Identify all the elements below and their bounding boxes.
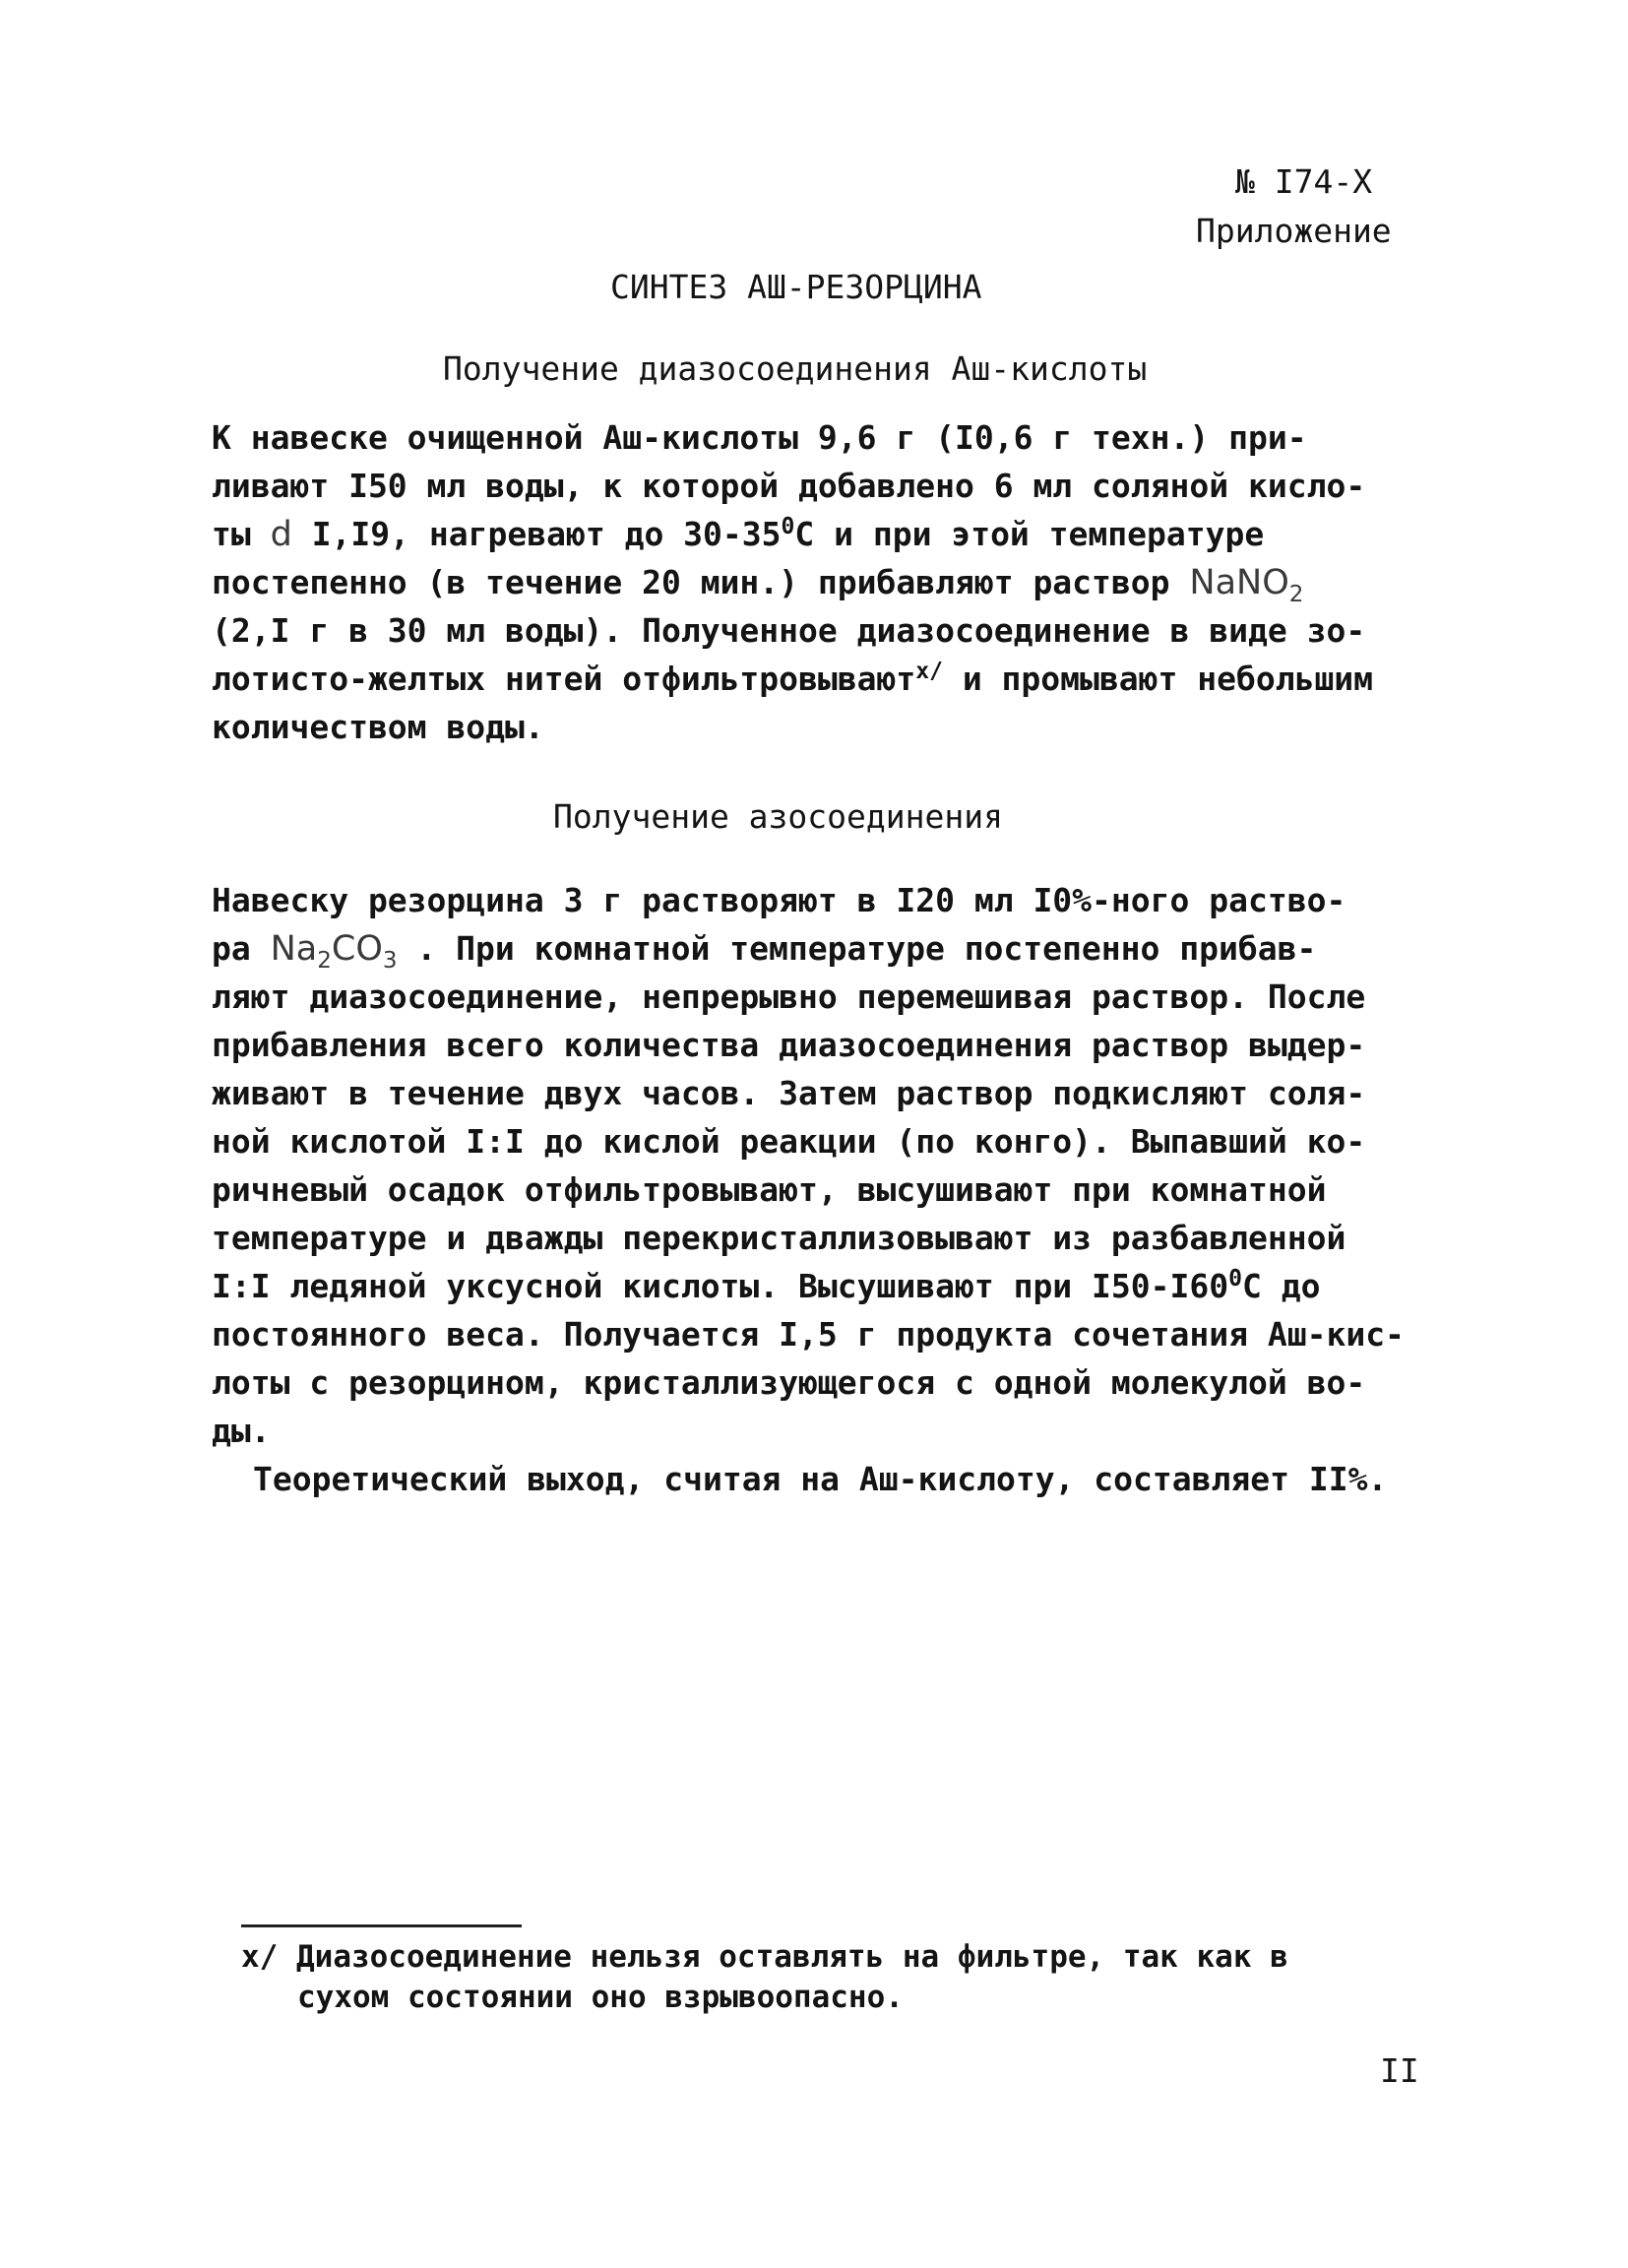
text-line: ляют диазосоединение, непрерывно перемешивая раствор. После [212, 977, 1366, 1016]
text-line: ды. [212, 1412, 271, 1450]
text-line: К навеске очищенной Аш-кислоты 9,6 г (I0,6 г техн.) при- [212, 418, 1307, 457]
text-line: ра $Na_2CO_3$ . При комнатной температуре постепенно прибав- [212, 929, 1317, 974]
footnote [241, 1937, 1288, 2018]
handwritten-formula: NaNO$_2$ [1189, 563, 1304, 607]
text-line: температуре и дважды перекристаллизовывают из разбавленной [212, 1219, 1346, 1257]
text-line: Теоретический выход, считая на Аш-кислоту, составляет II%. [253, 1460, 1388, 1498]
section2-paragraph [212, 876, 1432, 1455]
conclusion-paragraph [212, 1455, 1432, 1503]
footnote-line: сухом состоянии оно взрывоопасно. [297, 1980, 904, 2015]
text-line: постепенно (в течение 20 мин.) прибавляют раствор NaNO$_2$ [212, 563, 1304, 607]
text-line: количеством воды. [212, 708, 544, 746]
text-line: лотисто-желтых нитей отфильтровывают$^{x/}$ и промывают небольшим [212, 659, 1374, 698]
document-number: № I74-X [1235, 162, 1373, 201]
text-line: живают в течение двух часов. Затем раствор подкисляют соля- [212, 1074, 1366, 1112]
footnote-marker: x/ [915, 659, 943, 684]
footnote-line: x/ Диазосоединение нельзя оставлять на фильтре, так как в [241, 1939, 1288, 1975]
text-line: ливают I50 мл воды, к которой добавлено 6 мл соляной кисло- [212, 467, 1366, 505]
text-line: (2,I г в 30 мл воды). Полученное диазосоединение в виде зо- [212, 611, 1366, 650]
section1-heading: Получение диазосоединения Аш-кислоты [443, 349, 1148, 388]
appendix-label: Приложение [1196, 212, 1392, 250]
text-line: лоты с резорцином, кристаллизующегося с одной молекулой во- [212, 1363, 1366, 1402]
handwritten-formula: $Na_2CO_3$ [270, 929, 398, 974]
text-line: ты d I,I9, нагревают до $30-35^0С$ и при этой температуре [212, 514, 1265, 554]
text-line: постоянного веса. Получается I,5 г продукта сочетания Аш-кис- [212, 1315, 1405, 1354]
section1-paragraph [212, 413, 1432, 751]
handwritten-density-symbol: d [270, 515, 292, 554]
page-number: II [1380, 2051, 1419, 2090]
text-line: ной кислотой I:I до кислой реакции (по конго). Выпавший ко- [212, 1122, 1366, 1161]
text-line: Навеску резорцина 3 г растворяют в I20 мл I0%-ного раство- [212, 881, 1346, 919]
section2-heading: Получение азосоединения [553, 797, 1003, 836]
text-line: I:I ледяной уксусной кислоты. Высушивают при $I50-I60^0С$ до [212, 1266, 1321, 1305]
text-line: ричневый осадок отфильтровывают, высушивают при комнатной [212, 1170, 1327, 1209]
text-line: прибавления всего количества диазосоединения раствор выдер- [212, 1026, 1366, 1064]
footnote-divider [241, 1924, 522, 1927]
page-title: СИНТЕЗ АШ-РЕЗОРЦИНА [610, 268, 982, 306]
